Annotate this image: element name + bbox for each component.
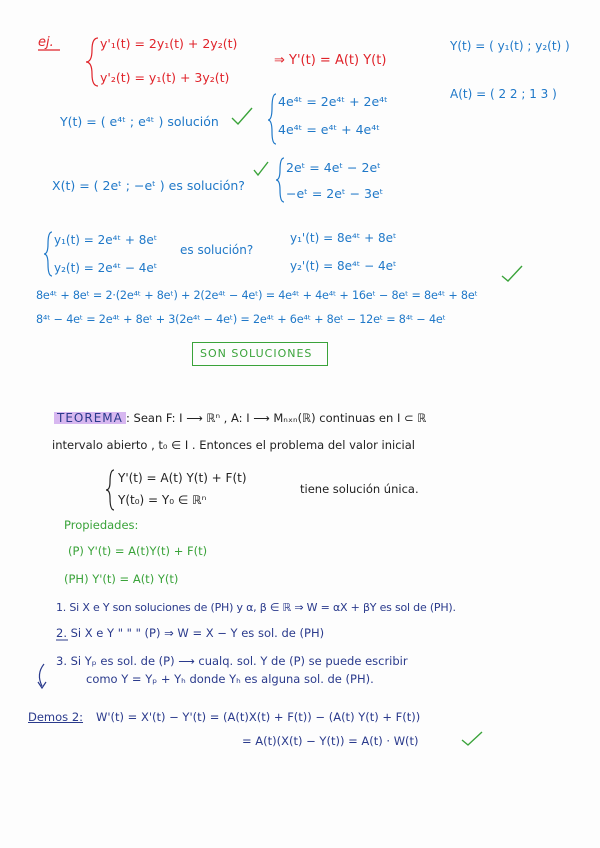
example-eq1: y'₁(t) = 2y₁(t) + 2y₂(t): [100, 36, 238, 51]
brace-example: [86, 38, 98, 86]
theorem-line2: intervalo abierto , t₀ ∈ I . Entonces el problema del valor inicial: [52, 438, 415, 452]
sol3-verify-line2: 8⁴ᵗ − 4eᵗ = 2e⁴ᵗ + 8eᵗ + 3(2e⁴ᵗ − 4eᵗ) = 2e⁴ᵗ + 6e⁴ᵗ + 8eᵗ − 12eᵗ = 8⁴ᵗ − 4eᵗ: [36, 313, 446, 326]
brace-sol1: [268, 94, 276, 144]
demo-line1: W'(t) = X'(t) − Y'(t) = (A(t)X(t) + F(t)) − (A(t) Y(t) + F(t)): [96, 710, 421, 724]
ivp-eq1: Y'(t) = A(t) Y(t) + F(t): [118, 471, 247, 485]
property-P: (P) Y'(t) = A(t)Y(t) + F(t): [68, 544, 208, 558]
result-text: SON SOLUCIONES: [200, 347, 313, 360]
sol1-definition: Y(t) = ( e⁴ᵗ ; e⁴ᵗ ) solución: [60, 114, 219, 129]
sol2-check1: 2eᵗ = 4eᵗ − 2eᵗ: [286, 160, 381, 175]
curved-arrow-icon: [39, 664, 44, 686]
sol3-verify-line1: 8e⁴ᵗ + 8eᵗ = 2·(2e⁴ᵗ + 8eᵗ) + 2(2e⁴ᵗ − 4eᵗ) = 4e⁴ᵗ + 4e⁴ᵗ + 16eᵗ − 8eᵗ = 8e⁴ᵗ + 8eᵗ: [36, 289, 478, 302]
property-1: 1. Si X e Y son soluciones de (PH) y α, β ∈ ℝ ⇒ W = αX + βY es sol de (PH).: [56, 601, 456, 614]
sol2-check2: −eᵗ = 2eᵗ − 3eᵗ: [286, 186, 384, 201]
property-3b: como Y = Yₚ + Yₕ donde Yₕ es alguna sol. de (PH).: [86, 672, 374, 686]
sol3-question: es solución?: [180, 243, 254, 257]
check-icon: [254, 162, 268, 175]
check-icon: [502, 266, 522, 281]
theorem-label: TEOREMA: [54, 412, 126, 424]
unique-solution: tiene solución única.: [300, 482, 419, 496]
sol3-deriv1: y₁'(t) = 8e⁴ᵗ + 8eᵗ: [290, 231, 397, 245]
sol1-check1: 4e⁴ᵗ = 2e⁴ᵗ + 2e⁴ᵗ: [278, 94, 388, 109]
check-icon: [232, 108, 252, 124]
sol3-deriv2: y₂'(t) = 8e⁴ᵗ − 4eᵗ: [290, 259, 397, 273]
property-PH: (PH) Y'(t) = A(t) Y(t): [64, 572, 179, 586]
sol3-eq1: y₁(t) = 2e⁴ᵗ + 8eᵗ: [54, 233, 158, 247]
brace-sol3: [44, 232, 52, 276]
properties-title: Propiedades:: [64, 518, 139, 532]
example-eq2: y'₂(t) = y₁(t) + 3y₂(t): [100, 70, 230, 85]
example-label: ej.: [38, 35, 54, 50]
demo-line2: = A(t)(X(t) − Y(t)) = A(t) · W(t): [242, 734, 419, 748]
sol3-eq2: y₂(t) = 2e⁴ᵗ − 4eᵗ: [54, 261, 158, 275]
property-3a: 3. Si Yₚ es sol. de (P) ⟶ cualq. sol. Y de (P) se puede escribir: [56, 654, 408, 668]
sol2-definition: X(t) = ( 2eᵗ ; −eᵗ ) es solución?: [52, 178, 245, 193]
demo-label: Demos 2:: [28, 710, 84, 724]
example-matrix-form: ⇒ Y'(t) = A(t) Y(t): [274, 53, 387, 68]
sol1-check2: 4e⁴ᵗ = e⁴ᵗ + 4e⁴ᵗ: [278, 122, 380, 137]
Y-definition: Y(t) = ( y₁(t) ; y₂(t) ): [450, 39, 570, 53]
ivp-eq2: Y(t₀) = Y₀ ∈ ℝⁿ: [118, 493, 207, 507]
brace-sol2: [276, 158, 284, 202]
check-icon: [462, 732, 482, 745]
A-definition: A(t) = ( 2 2 ; 1 3 ): [450, 87, 557, 101]
theorem-line1: : Sean F: I ⟶ ℝⁿ , A: I ⟶ Mₙₓₙ(ℝ) continuas en I ⊂ ℝ: [126, 411, 427, 425]
brace-ivp: [106, 470, 114, 510]
property-2: 2. Si X e Y " " " (P) ⇒ W = X − Y es sol. de (PH): [56, 626, 325, 640]
